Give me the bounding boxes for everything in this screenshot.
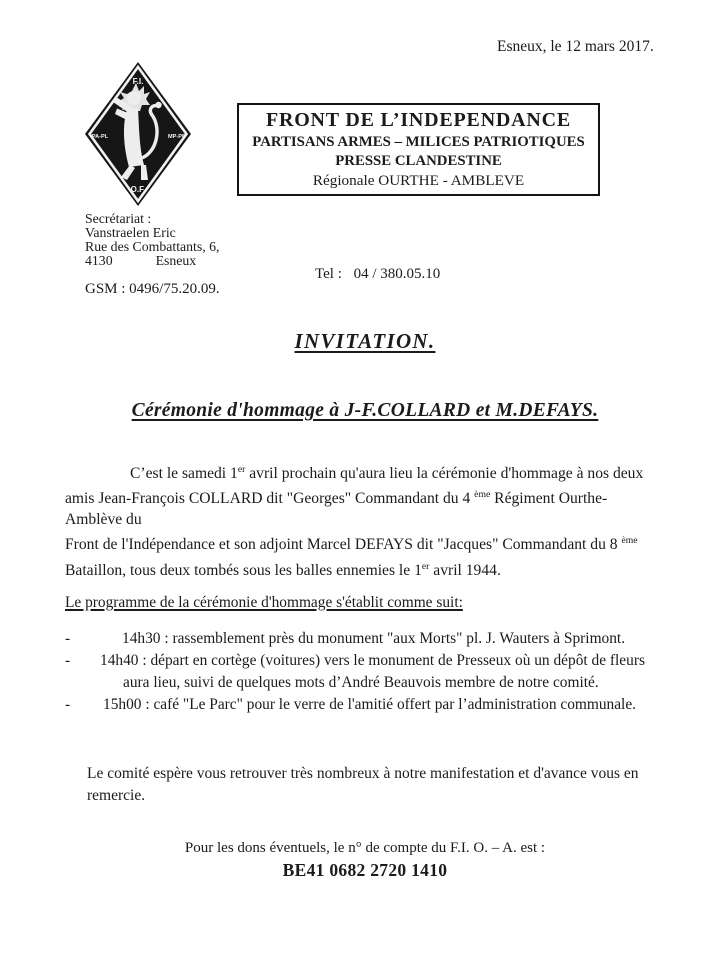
ceremony-title: Cérémonie d'hommage à J-F.COLLARD et M.DEFAYS.	[131, 400, 599, 421]
programme-item	[65, 694, 665, 716]
ordinal-superscript: er	[237, 464, 246, 475]
tel-number: 04 / 380.05.10	[353, 266, 441, 282]
org-subtitle-2: PRESSE CLANDESTINE	[335, 153, 502, 169]
gsm-line: GSM : 0496/75.20.09.	[85, 281, 220, 297]
programme-heading: Le programme de la cérémonie d'hommage s'établit comme suit:	[65, 594, 463, 611]
body-line: C’est le samedi 1er avril prochain qu'aura lieu la cérémonie d'hommage à nos deux	[130, 464, 644, 483]
body-line: Bataillon, tous deux tombés sous les balles ennemies le 1er avril 1944.	[65, 560, 501, 579]
list-dash: -	[65, 652, 71, 669]
programme-item-text: 14h40 : départ en cortège (voitures) vers le monument de Presseux où un dépôt de fleurs	[100, 652, 645, 669]
secretariat-street: Rue des Combattants, 6,	[85, 239, 220, 254]
date-line: Esneux, le 12 mars 2017.	[497, 38, 654, 55]
org-name: FRONT DE L’INDEPENDANCE	[265, 109, 572, 131]
telephone-line	[315, 266, 440, 283]
organization-header-box	[237, 103, 600, 196]
ordinal-superscript: ème	[474, 489, 491, 501]
programme-item	[65, 672, 665, 694]
list-dash	[65, 672, 93, 694]
ordinal-superscript: ème	[621, 535, 638, 547]
logo-text-bottom: O.F.	[130, 185, 146, 194]
body-line: Amblève du	[65, 511, 142, 529]
logo-text-top: F.I.	[132, 77, 144, 86]
postal-code: 4130	[85, 253, 113, 268]
invitation-heading: INVITATION.	[294, 329, 436, 353]
body-line: Front de l'Indépendance et son adjoint Marcel DEFAYS dit "Jacques" Commandant du 8 $^{ème}$	[65, 535, 638, 554]
ordinal-superscript: er	[421, 560, 430, 572]
programme-item-text: 14h30 : rassemblement près du monument "aux Morts" pl. J. Wauters à Sprimont.	[122, 630, 626, 647]
logo-text-left: PA-PL	[91, 134, 109, 140]
bank-account-number: BE41 0682 2720 1410	[282, 860, 448, 880]
secretariat-name: Vanstraelen Eric	[85, 225, 176, 240]
closing-line: remercie.	[87, 787, 146, 804]
city: Esneux	[155, 253, 197, 268]
programme-item	[65, 650, 665, 672]
body-line: amis Jean-François COLLARD dit "Georges" Commandant du 4 $^{ème}$ Régiment Ourthe-	[65, 489, 608, 508]
logo-text-right: MP-PB	[167, 134, 187, 140]
secretariat-block	[85, 212, 220, 268]
tel-label: Tel :	[315, 266, 342, 282]
donation-block	[65, 838, 665, 882]
org-regional: Régionale OURTHE - AMBLEVE	[312, 172, 525, 189]
programme-item	[65, 628, 665, 650]
body-paragraph	[65, 459, 665, 581]
closing-paragraph	[87, 763, 667, 807]
org-subtitle-1: PARTISANS ARMES – MILICES PATRIOTIQUES	[252, 134, 585, 150]
secretariat-label: Secrétariat :	[85, 211, 152, 226]
secretariat-city-line	[85, 254, 220, 268]
list-dash: -	[65, 630, 71, 647]
programme-item-text: 15h00 : café "Le Parc" pour le verre de l'amitié offert par l’administration communale.	[103, 696, 637, 713]
programme-item-text: aura lieu, suivi de quelques mots d’André Beauvois membre de notre comité.	[123, 674, 599, 691]
programme-list	[65, 628, 665, 716]
front-independance-logo	[84, 61, 192, 207]
closing-line: Le comité espère vous retrouver très nombreux à notre manifestation et d'avance vous en	[87, 765, 639, 782]
list-dash: -	[65, 696, 71, 713]
donation-line: Pour les dons éventuels, le n° de compte du F.I. O. – A. est :	[184, 840, 546, 856]
